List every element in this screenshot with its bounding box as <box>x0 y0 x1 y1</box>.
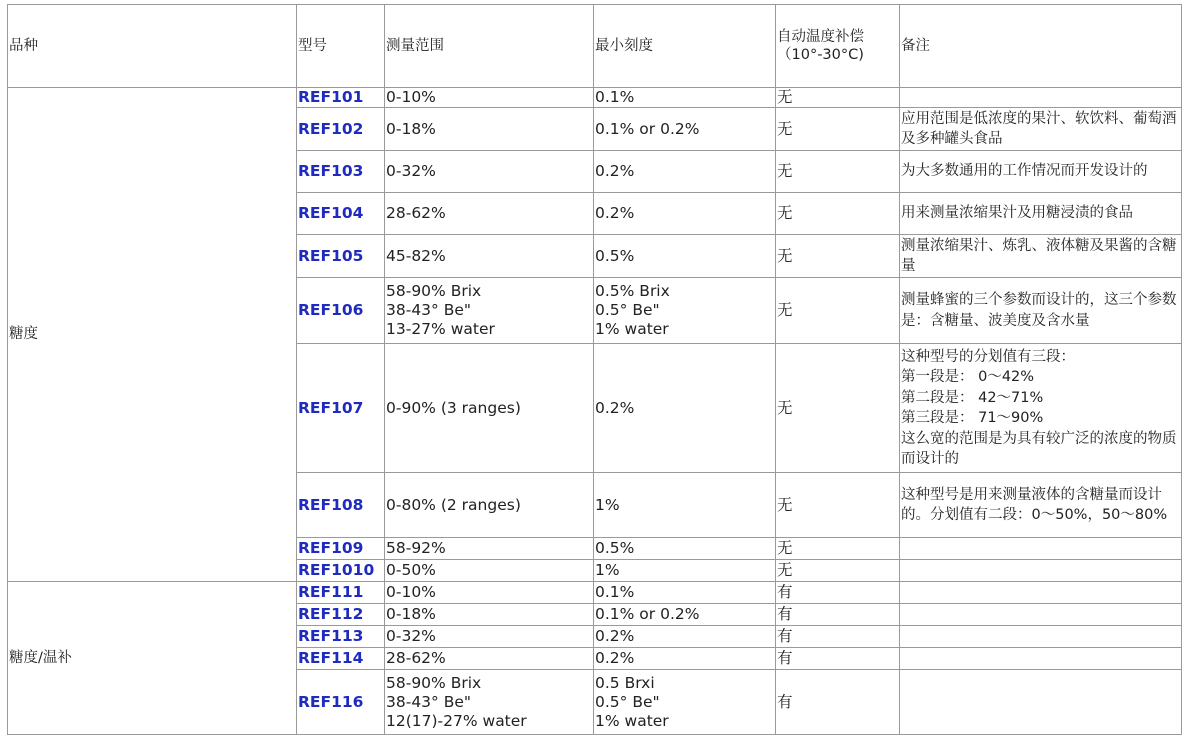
range-cell <box>385 108 594 151</box>
note-line: 测量浓缩果汁、炼乳、液体糖及果酱的含糖量 <box>901 237 1177 274</box>
min-scale-cell <box>594 151 776 193</box>
model-cell: REF113 <box>297 626 385 648</box>
range-cell <box>385 626 594 648</box>
min-scale-cell <box>594 344 776 473</box>
auto-temp-cell: 有 <box>776 582 900 604</box>
range-cell <box>385 278 594 344</box>
min-scale-cell <box>594 193 776 235</box>
note-line: 应用范围是低浓度的果汁、软饮料、葡萄酒及多种罐头食品 <box>901 110 1177 147</box>
note-cell <box>900 560 1182 582</box>
auto-temp-cell: 无 <box>776 235 900 278</box>
min-scale-line: 0.1% or 0.2% <box>595 605 700 623</box>
range-line: 13-27% water <box>386 320 495 338</box>
range-line: 45-82% <box>386 246 446 265</box>
note-cell <box>900 604 1182 626</box>
range-line: 0-10% <box>386 583 436 601</box>
range-line: 38-43° Be" <box>386 301 472 319</box>
auto-temp-cell: 无 <box>776 151 900 193</box>
auto-temp-cell: 无 <box>776 344 900 473</box>
note-line: 第三段是： 71～90% <box>901 410 1044 426</box>
min-scale-line: 1% water <box>595 320 669 338</box>
product-spec-table <box>7 4 1182 735</box>
auto-temp-cell: 无 <box>776 473 900 538</box>
range-cell <box>385 560 594 582</box>
min-scale-cell <box>594 108 776 151</box>
min-scale-line: 0.5% <box>595 539 635 557</box>
auto-temp-cell: 有 <box>776 670 900 735</box>
range-line: 0-18% <box>386 119 436 138</box>
note-line: 测量蜂蜜的三个参数而设计的，这三个参数是：含糖量、波美度及含水量 <box>901 292 1177 329</box>
min-scale-cell <box>594 560 776 582</box>
range-line: 0-18% <box>386 605 436 623</box>
range-cell <box>385 604 594 626</box>
min-scale-line: 0.5 Brxi <box>595 673 655 692</box>
model-cell: REF108 <box>297 473 385 538</box>
table-row <box>8 88 1182 108</box>
note-cell <box>900 88 1182 108</box>
min-scale-cell <box>594 538 776 560</box>
header-category: 品种 <box>8 5 297 88</box>
min-scale-line: 1% <box>595 561 620 579</box>
min-scale-line: 0.2% <box>595 204 635 222</box>
range-line: 28-62% <box>386 204 446 222</box>
min-scale-line: 1% <box>595 495 620 514</box>
note-cell <box>900 626 1182 648</box>
header-model: 型号 <box>297 5 385 88</box>
category-cell: 糖度 <box>8 88 297 582</box>
note-cell <box>900 278 1182 344</box>
table-header-row <box>8 5 1182 88</box>
range-line: 12(17)-27% water <box>386 711 527 730</box>
range-line: 38-43° Be" <box>386 692 472 711</box>
min-scale-line: 0.2% <box>595 398 635 417</box>
range-line: 58-90% Brix <box>386 673 482 692</box>
min-scale-cell <box>594 235 776 278</box>
range-line: 0-32% <box>386 627 436 645</box>
min-scale-cell <box>594 278 776 344</box>
note-cell <box>900 235 1182 278</box>
min-scale-line: 0.5° Be" <box>595 692 660 711</box>
note-line: 用来测量浓缩果汁及用糖浸渍的食品 <box>901 205 1133 222</box>
auto-temp-cell: 无 <box>776 560 900 582</box>
note-line: 为大多数通用的工作情况而开发设计的 <box>901 163 1148 180</box>
min-scale-line: 0.1% <box>595 88 635 106</box>
model-cell: REF112 <box>297 604 385 626</box>
note-cell <box>900 344 1182 473</box>
header-range: 测量范围 <box>385 5 594 88</box>
min-scale-line: 0.5% Brix <box>595 282 670 300</box>
range-line: 0-90% (3 ranges) <box>386 398 521 417</box>
min-scale-line: 0.1% <box>595 583 635 601</box>
model-cell: REF101 <box>297 88 385 108</box>
header-auto-temp-line1: 自动温度补偿 <box>777 29 864 45</box>
range-cell <box>385 235 594 278</box>
range-line: 58-90% Brix <box>386 282 482 300</box>
model-cell: REF107 <box>297 344 385 473</box>
note-cell <box>900 582 1182 604</box>
model-cell: REF105 <box>297 235 385 278</box>
header-auto-temp-line2: （10°-30°C) <box>777 47 864 63</box>
min-scale-cell <box>594 604 776 626</box>
note-cell <box>900 538 1182 560</box>
note-line: 这种型号是用来测量液体的含糖量而设计的。分划值有二段：0～50%，50～80% <box>901 486 1168 523</box>
model-cell: REF104 <box>297 193 385 235</box>
range-cell <box>385 473 594 538</box>
note-line: 这种型号的分划值有三段： <box>901 348 1075 365</box>
min-scale-cell <box>594 88 776 108</box>
range-line: 0-10% <box>386 88 436 106</box>
range-cell <box>385 88 594 108</box>
range-cell <box>385 670 594 735</box>
range-cell <box>385 193 594 235</box>
min-scale-line: 0.5% <box>595 246 635 265</box>
note-cell <box>900 151 1182 193</box>
min-scale-cell <box>594 626 776 648</box>
note-line: 这么宽的范围是为具有较广泛的浓度的物质而设计的 <box>901 430 1177 467</box>
category-cell: 糖度/温补 <box>8 582 297 735</box>
note-cell <box>900 670 1182 735</box>
range-cell <box>385 151 594 193</box>
min-scale-cell <box>594 648 776 670</box>
range-cell <box>385 648 594 670</box>
note-cell <box>900 193 1182 235</box>
range-line: 0-32% <box>386 162 436 180</box>
min-scale-line: 0.2% <box>595 649 635 667</box>
min-scale-line: 0.5° Be" <box>595 301 660 319</box>
note-line: 第一段是： 0～42% <box>901 369 1035 385</box>
note-cell <box>900 473 1182 538</box>
model-cell: REF102 <box>297 108 385 151</box>
range-line: 0-80% (2 ranges) <box>386 495 521 514</box>
model-cell: REF109 <box>297 538 385 560</box>
range-line: 58-92% <box>386 539 446 557</box>
header-note: 备注 <box>900 5 1182 88</box>
model-cell: REF111 <box>297 582 385 604</box>
min-scale-line: 1% water <box>595 711 669 730</box>
model-cell: REF114 <box>297 648 385 670</box>
min-scale-cell <box>594 582 776 604</box>
range-line: 28-62% <box>386 649 446 667</box>
range-cell <box>385 344 594 473</box>
min-scale-line: 0.1% or 0.2% <box>595 119 700 138</box>
model-cell: REF103 <box>297 151 385 193</box>
min-scale-line: 0.2% <box>595 627 635 645</box>
auto-temp-cell: 无 <box>776 278 900 344</box>
note-cell <box>900 108 1182 151</box>
auto-temp-cell: 有 <box>776 648 900 670</box>
note-cell <box>900 648 1182 670</box>
range-line: 0-50% <box>386 561 436 579</box>
header-auto-temp <box>776 5 900 88</box>
min-scale-cell <box>594 670 776 735</box>
model-cell: REF1010 <box>297 560 385 582</box>
model-cell: REF106 <box>297 278 385 344</box>
min-scale-line: 0.2% <box>595 162 635 180</box>
model-cell: REF116 <box>297 670 385 735</box>
range-cell <box>385 538 594 560</box>
range-cell <box>385 582 594 604</box>
header-min-scale: 最小刻度 <box>594 5 776 88</box>
note-line: 第二段是： 42～71% <box>901 389 1044 406</box>
auto-temp-cell: 无 <box>776 538 900 560</box>
min-scale-cell <box>594 473 776 538</box>
auto-temp-cell: 有 <box>776 604 900 626</box>
auto-temp-cell: 无 <box>776 88 900 108</box>
table-row <box>8 582 1182 604</box>
auto-temp-cell: 无 <box>776 193 900 235</box>
auto-temp-cell: 无 <box>776 108 900 151</box>
auto-temp-cell: 有 <box>776 626 900 648</box>
